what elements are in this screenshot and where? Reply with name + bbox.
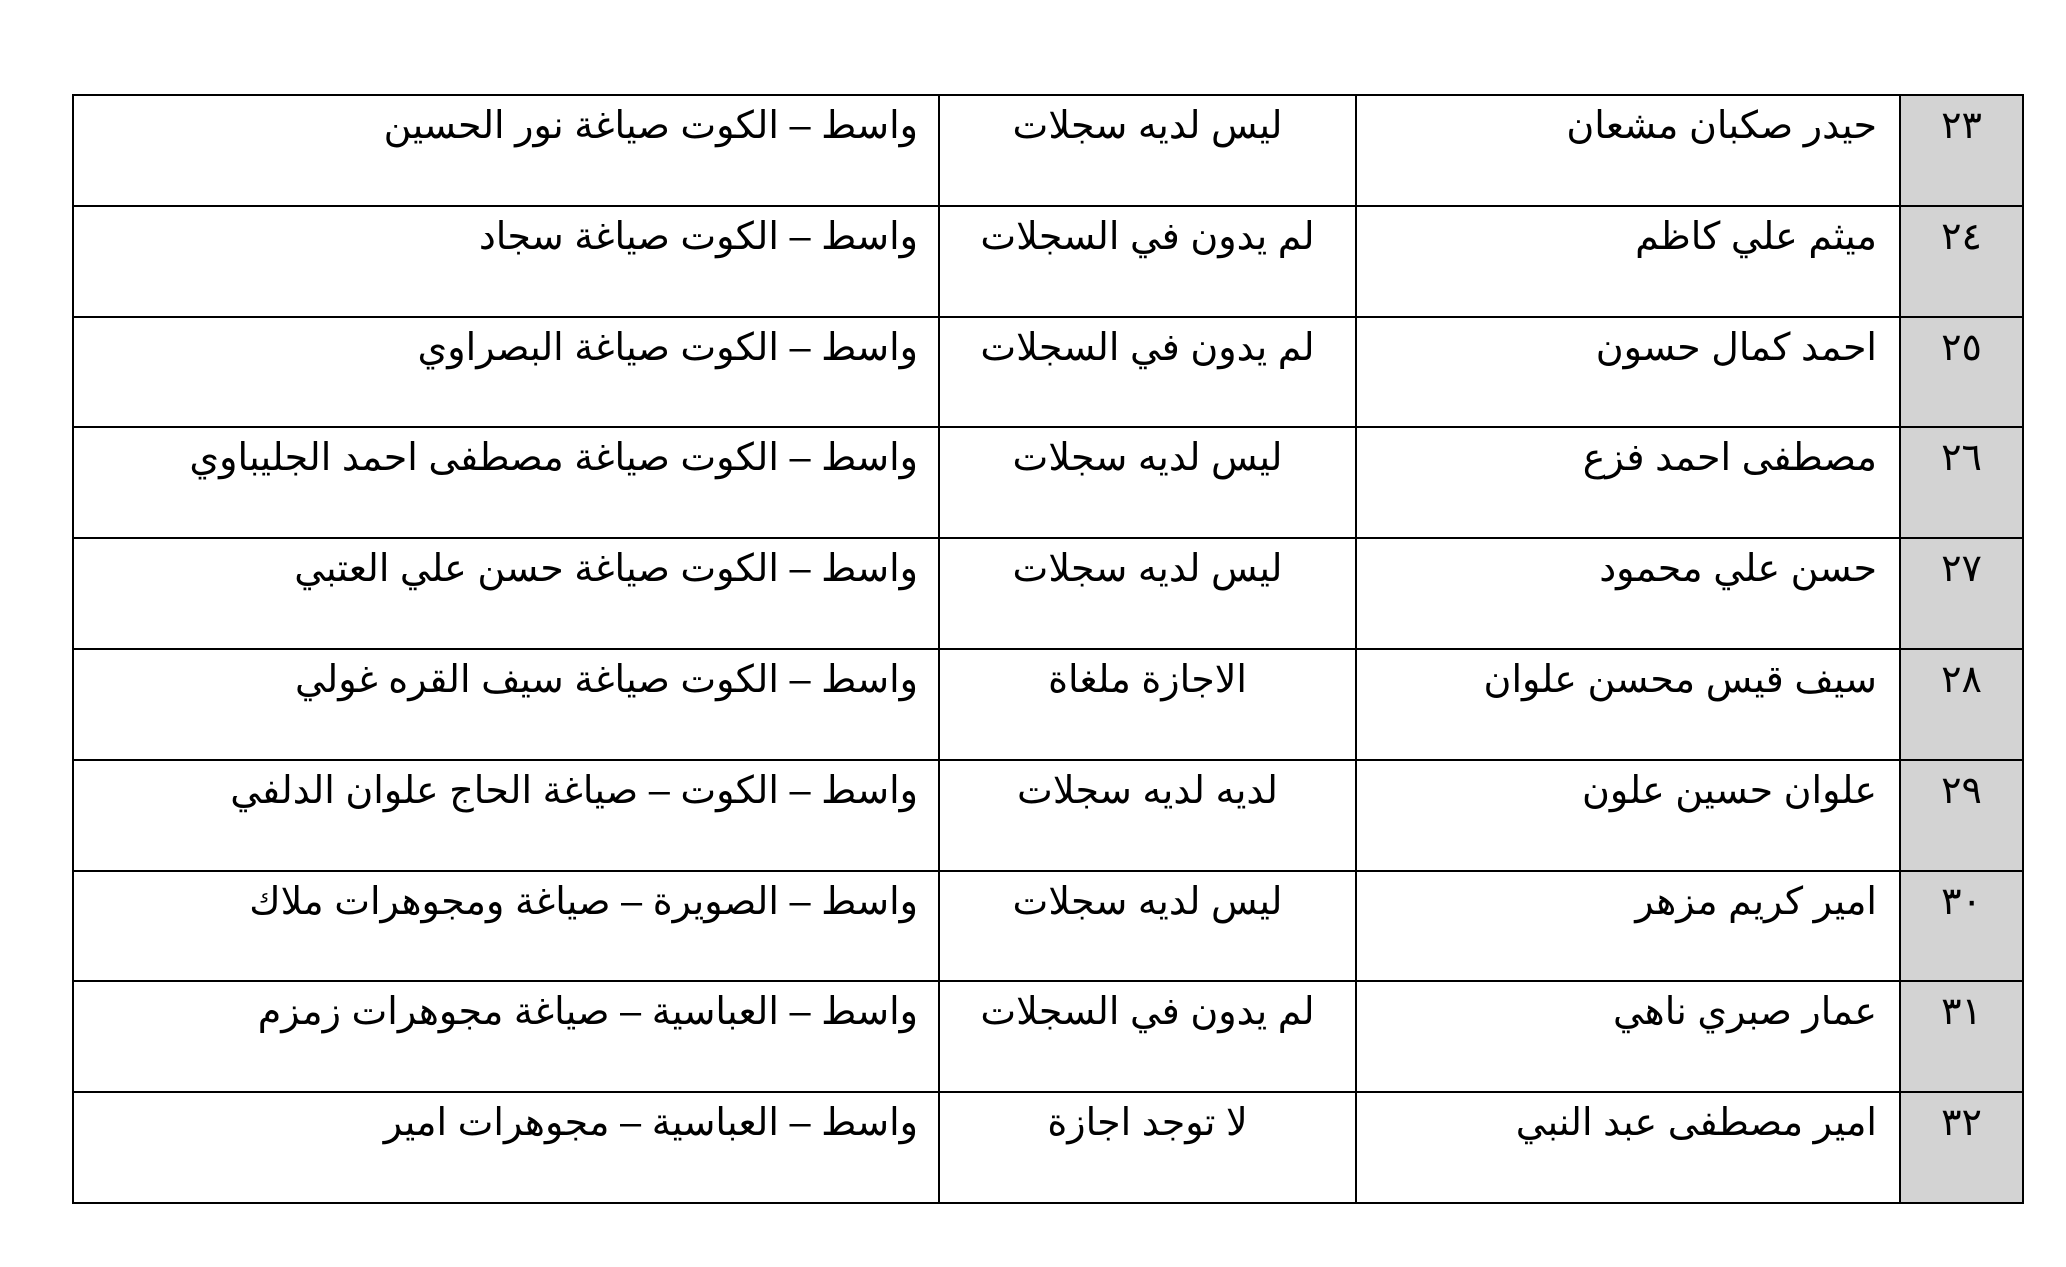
person-name-cell: امير مصطفى عبد النبي <box>1356 1092 1900 1203</box>
records-status-cell: ليس لديه سجلات <box>939 427 1356 538</box>
row-number-cell: ٢٨ <box>1900 649 2023 760</box>
shop-location-cell: واسط – العباسية – صياغة مجوهرات زمزم <box>73 981 939 1092</box>
records-status-cell: ليس لديه سجلات <box>939 538 1356 649</box>
row-number-cell: ٢٧ <box>1900 538 2023 649</box>
shop-location-cell: واسط – الكوت صياغة حسن علي العتبي <box>73 538 939 649</box>
records-status-cell: لم يدون في السجلات <box>939 981 1356 1092</box>
shop-location-cell: واسط – الكوت صياغة نور الحسين <box>73 95 939 206</box>
row-number-cell: ٢٣ <box>1900 95 2023 206</box>
row-number-cell: ٢٤ <box>1900 206 2023 317</box>
person-name-cell: امير كريم مزهر <box>1356 871 1900 982</box>
shop-location-cell: واسط – الكوت – صياغة الحاج علوان الدلفي <box>73 760 939 871</box>
person-name-cell: احمد كمال حسون <box>1356 317 1900 428</box>
shop-location-cell: واسط – الكوت صياغة مصطفى احمد الجليباوي <box>73 427 939 538</box>
row-number-cell: ٢٩ <box>1900 760 2023 871</box>
person-name-cell: عمار صبري ناهي <box>1356 981 1900 1092</box>
records-table <box>72 94 2024 1204</box>
table-row <box>73 538 2023 649</box>
table-row <box>73 649 2023 760</box>
person-name-cell: حسن علي محمود <box>1356 538 1900 649</box>
table-row <box>73 95 2023 206</box>
records-status-cell: ليس لديه سجلات <box>939 95 1356 206</box>
records-status-cell: ليس لديه سجلات <box>939 871 1356 982</box>
row-number-cell: ٣١ <box>1900 981 2023 1092</box>
person-name-cell: مصطفى احمد فزع <box>1356 427 1900 538</box>
table-row <box>73 317 2023 428</box>
table-row <box>73 760 2023 871</box>
records-status-cell: لم يدون في السجلات <box>939 317 1356 428</box>
shop-location-cell: واسط – الكوت صياغة سيف القره غولي <box>73 649 939 760</box>
table-row <box>73 1092 2023 1203</box>
row-number-cell: ٢٦ <box>1900 427 2023 538</box>
person-name-cell: سيف قيس محسن علوان <box>1356 649 1900 760</box>
row-number-cell: ٣٢ <box>1900 1092 2023 1203</box>
table-row <box>73 871 2023 982</box>
person-name-cell: ميثم علي كاظم <box>1356 206 1900 317</box>
records-status-cell: لم يدون في السجلات <box>939 206 1356 317</box>
shop-location-cell: واسط – الكوت صياغة البصراوي <box>73 317 939 428</box>
records-status-cell: الاجازة ملغاة <box>939 649 1356 760</box>
shop-location-cell: واسط – العباسية – مجوهرات امير <box>73 1092 939 1203</box>
records-status-cell: لديه لديه سجلات <box>939 760 1356 871</box>
row-number-cell: ٣٠ <box>1900 871 2023 982</box>
table-row <box>73 206 2023 317</box>
row-number-cell: ٢٥ <box>1900 317 2023 428</box>
shop-location-cell: واسط – الصويرة – صياغة ومجوهرات ملاك <box>73 871 939 982</box>
records-table-body <box>73 95 2023 1203</box>
shop-location-cell: واسط – الكوت صياغة سجاد <box>73 206 939 317</box>
records-status-cell: لا توجد اجازة <box>939 1092 1356 1203</box>
person-name-cell: علوان حسين علون <box>1356 760 1900 871</box>
person-name-cell: حيدر صكبان مشعان <box>1356 95 1900 206</box>
table-row <box>73 427 2023 538</box>
table-row <box>73 981 2023 1092</box>
